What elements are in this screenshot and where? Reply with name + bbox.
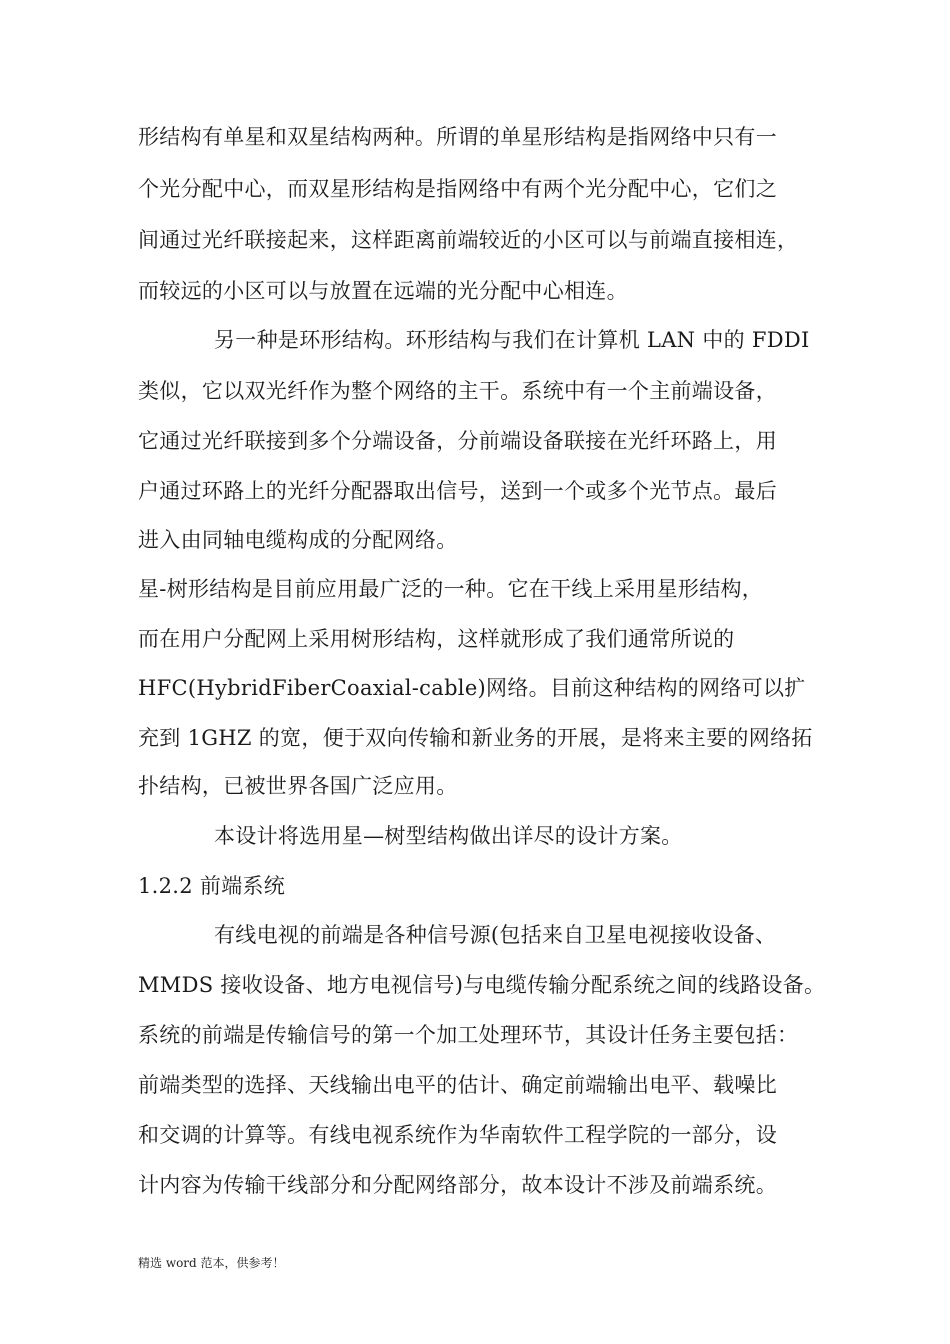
text-line: 而较远的小区可以与放置在远端的光分配中心相连。 bbox=[138, 279, 628, 303]
text-line: 扑结构，已被世界各国广泛应用。 bbox=[138, 774, 458, 798]
text-line: HFC(HybridFiberCoaxial-cable)网络。目前这种结构的网络可以扩 bbox=[138, 676, 806, 700]
text-line: 充到 1GHZ 的宽，便于双向传输和新业务的开展，是将来主要的网络拓 bbox=[138, 726, 813, 750]
text-line: 而在用户分配网上采用树形结构，这样就形成了我们通常所说的 bbox=[138, 627, 735, 651]
text-line: 进入由同轴电缆构成的分配网络。 bbox=[138, 528, 458, 552]
text-line: 另一种是环形结构。环形结构与我们在计算机 LAN 中的 FDDI bbox=[214, 328, 810, 352]
text-line: 间通过光纤联接起来，这样距离前端较近的小区可以与前端直接相连， bbox=[138, 228, 799, 252]
text-line: 星-树形结构是目前应用最广泛的一种。它在干线上采用星形结构， bbox=[138, 577, 764, 601]
text-line: 系统的前端是传输信号的第一个加工处理环节，其设计任务主要包括： bbox=[138, 1023, 799, 1047]
text-line: 本设计将选用星—树型结构做出详尽的设计方案。 bbox=[214, 824, 683, 848]
text-line: 类似，它以双光纤作为整个网络的主干。系统中有一个主前端设备， bbox=[138, 379, 777, 403]
text-line: 形结构有单星和双星结构两种。所谓的单星形结构是指网络中只有一 bbox=[138, 125, 777, 149]
section-heading: 1.2.2 前端系统 bbox=[138, 874, 286, 898]
text-line: 有线电视的前端是各种信号源(包括来自卫星电视接收设备、 bbox=[214, 923, 777, 947]
text-line: 它通过光纤联接到多个分端设备，分前端设备联接在光纤环路上，用 bbox=[138, 429, 777, 453]
page-footer: 精选 word 范本，供参考！ bbox=[138, 1256, 285, 1270]
text-line: 个光分配中心，而双星形结构是指网络中有两个光分配中心，它们之 bbox=[138, 177, 777, 201]
text-line: 计内容为传输干线部分和分配网络部分，故本设计不涉及前端系统。 bbox=[138, 1173, 777, 1197]
text-line: 户通过环路上的光纤分配器取出信号，送到一个或多个光节点。最后 bbox=[138, 479, 777, 503]
text-line: MMDS 接收设备、地方电视信号)与电缆传输分配系统之间的线路设备。 bbox=[138, 973, 826, 997]
text-line: 和交调的计算等。有线电视系统作为华南软件工程学院的一部分，设 bbox=[138, 1123, 777, 1147]
text-line: 前端类型的选择、天线输出电平的估计、确定前端输出电平、载噪比 bbox=[138, 1073, 777, 1097]
